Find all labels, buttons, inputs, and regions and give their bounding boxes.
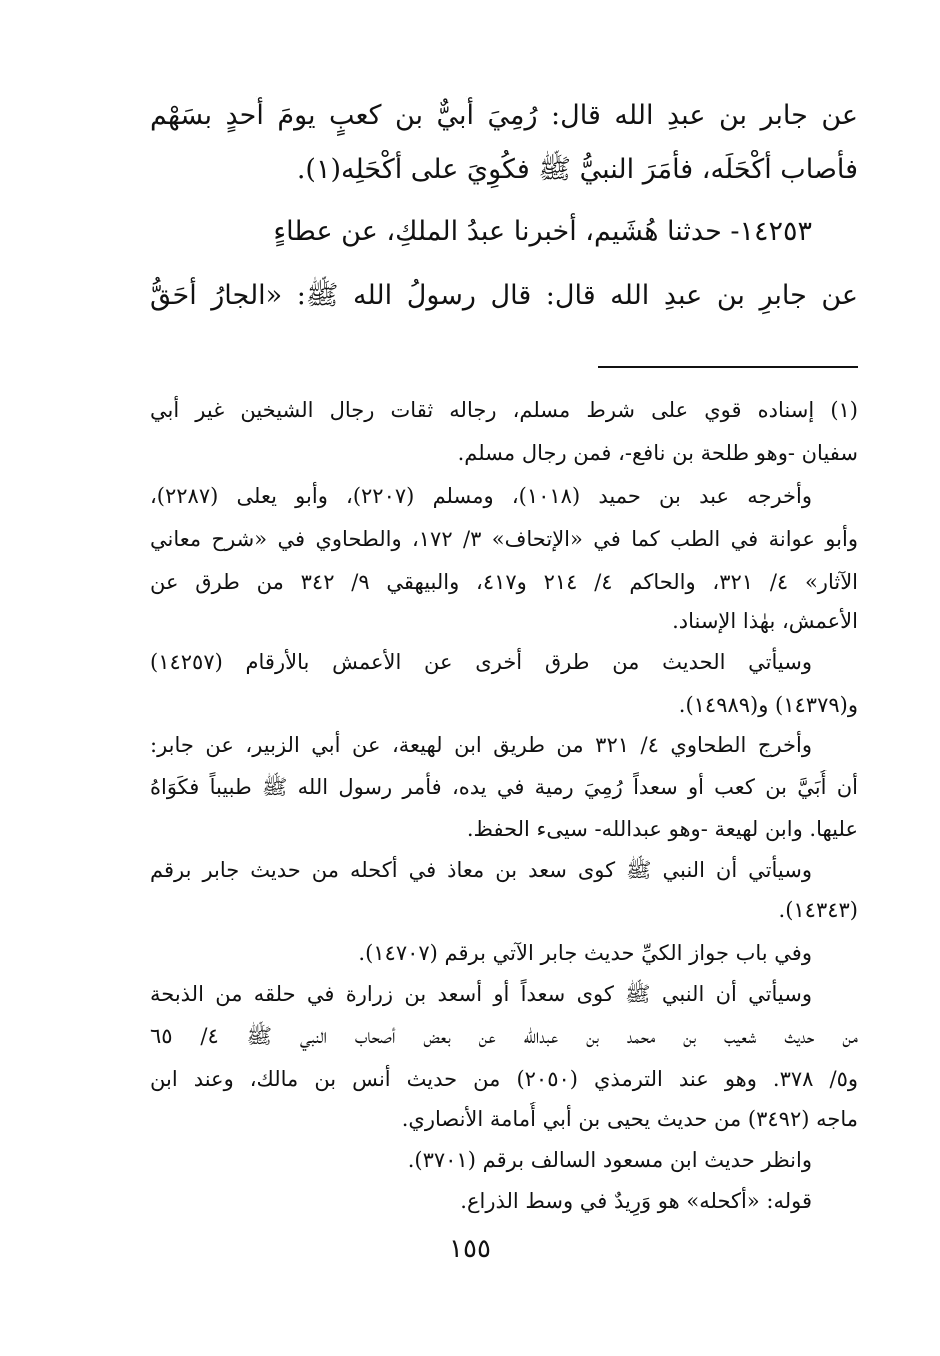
footnote-line-6: الأعمش، بهٰذا الإسناد. [672, 609, 858, 633]
footnote-line-16: من حديث شعيب بن محمد بن عبدالله عن بعض أصحاب النبي ﷺ ٤/ ٦٥ [150, 1024, 858, 1048]
footnote-line-15: وسيأتي أن النبي ﷺ كوى سعداً أو أسعد بن زرارة في حلقه من الذبحة [150, 982, 812, 1006]
main-text-line-4: عن جابرِ بن عبدِ الله قال: قال رسولُ الله ﷺ: «الجارُ أَحَقُّ [150, 280, 858, 311]
footnote-line-8: و(١٤٣٧٩) و(١٤٩٨٩). [678, 693, 858, 717]
footnote-divider [598, 366, 858, 368]
footnote-line-3: وأخرجه عبد بن حميد (١٠١٨)، ومسلم (٢٢٠٧)، وأبو يعلى (٢٢٨٧)، [150, 484, 812, 508]
hadith-number-line: ١٤٢٥٣- حدثنا هُشَيم، أخبرنا عبدُ الملكِ، عن عطاءٍ [273, 216, 812, 247]
page-number: ١٥٥ [449, 1234, 491, 1264]
footnote-line-20: قوله: «أكحله» هو وَرِيدٌ في وسط الذراع. [460, 1189, 812, 1213]
footnote-line-14: وفي باب جواز الكيِّ حديث جابر الآتي برقم (١٤٧٠٧). [358, 941, 812, 965]
footnote-line-12: وسيأتي أن النبي ﷺ كوى سعد بن معاذ في أكحله من حديث جابر برقم [150, 858, 812, 882]
footnote-line-10: أن أُبَيَّ بن كعب أو سعداً رُمِيَ رمية في يده، فأمر رسول الله ﷺ طبيباً فكَوَاهُ [150, 775, 858, 799]
footnote-line-4: وأبو عوانة في الطب كما في «الإتحاف» ٣/ ١٧٢، والطحاوي في «شرح معاني [150, 527, 858, 551]
footnote-line-9: وأخرج الطحاوي ٤/ ٣٢١ من طريق ابن لهيعة، عن أبي الزبير، عن جابر: [150, 733, 812, 757]
footnote-line-11: عليها. وابن لهيعة -وهو عبدالله- سيىء الحفظ. [466, 817, 858, 841]
footnote-line-18: ماجه (٣٤٩٢) من حديث يحيى بن أبي أُمامة الأنصاري. [401, 1107, 858, 1131]
footnote-line-5: الآثار» ٤/ ٣٢١، والحاكم ٤/ ٢١٤ و٤١٧، والبيهقي ٩/ ٣٤٢ من طرق عن [150, 570, 858, 594]
footnote-line-7: وسيأتي الحديث من طرق أخرى عن الأعمش بالأرقام (١٤٢٥٧) [150, 650, 812, 674]
main-text-line-1: عن جابر بن عبدِ الله قال: رُمِيَ أُبيٌّ بن كعبٍ يومَ أُحدٍ بسَهْم [150, 100, 858, 131]
main-text-line-2: فأصاب أَكْحَلَه، فأَمَرَ النبيُّ ﷺ فكُوِيَ على أَكْحَلِه(١). [296, 154, 858, 185]
footnote-line-13: (١٤٣٤٣). [778, 898, 858, 922]
footnote-line-17: و٥/ ٣٧٨. وهو عند الترمذي (٢٠٥٠) من حديث أنس بن مالك، وعند ابن [150, 1067, 858, 1091]
footnote-line-2: سفيان -وهو طلحة بن نافع-، فمن رجال مسلم. [457, 441, 858, 465]
footnote-line-19: وانظر حديث ابن مسعود السالف برقم (٣٧٠١). [407, 1148, 812, 1172]
footnote-line-1: (١) إسناده قوي على شرط مسلم، رجاله ثقات رجال الشيخين غير أبي [150, 398, 858, 422]
